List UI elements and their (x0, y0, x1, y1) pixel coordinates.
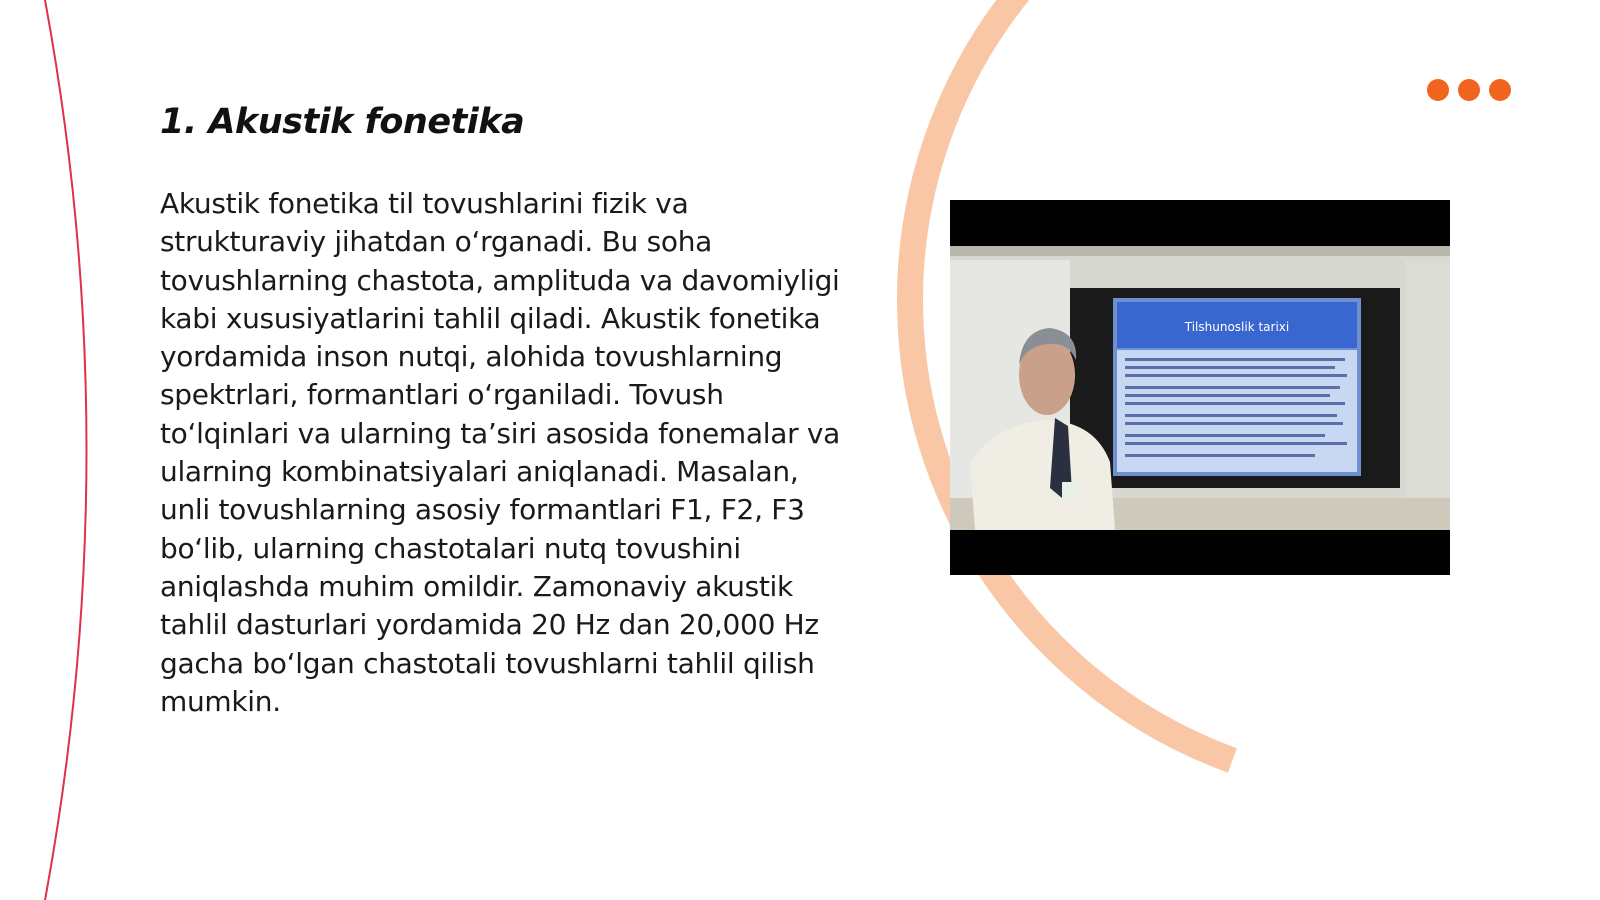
video-frame (950, 200, 1450, 575)
dot-1 (1427, 79, 1449, 101)
dots-decoration (1427, 79, 1511, 101)
slide-title: 1. Akustik fonetika (160, 102, 525, 142)
video-screen-title: Tilshunoslik tarixi (1184, 320, 1290, 334)
dot-3 (1489, 79, 1511, 101)
left-curve-line (45, 0, 87, 900)
video-thumbnail[interactable] (950, 200, 1450, 575)
video-scene (950, 246, 1450, 530)
slide-body-text: Akustik fonetika til tovushlarini fizik va strukturaviy jihatdan o‘rganadi. Bu soha tovushlarning chastota, amplituda va davomiyligi kabi xususiyatlarini tahlil qiladi. Akustik fonetika yordamida inson nutqi, alohida tovushlarning spektrlari, formantlari o‘rganiladi. Tovush to‘lqinlari va ularning ta’siri asosida fonemalar va ularning kombinatsiyalari aniqlanadi. Masalan, unli tovushlarning asosiy formantlari F1, F2, F3 bo‘lib, ularning chastotalari nutq tovushini aniqlashda muhim omildir. Zamonaviy akustik tahlil dasturlari yordamida 20 Hz dan 20,000 Hz gacha bo‘lgan chastotali tovushlarni tahlil qilish mumkin. (160, 187, 841, 718)
dot-2 (1458, 79, 1480, 101)
